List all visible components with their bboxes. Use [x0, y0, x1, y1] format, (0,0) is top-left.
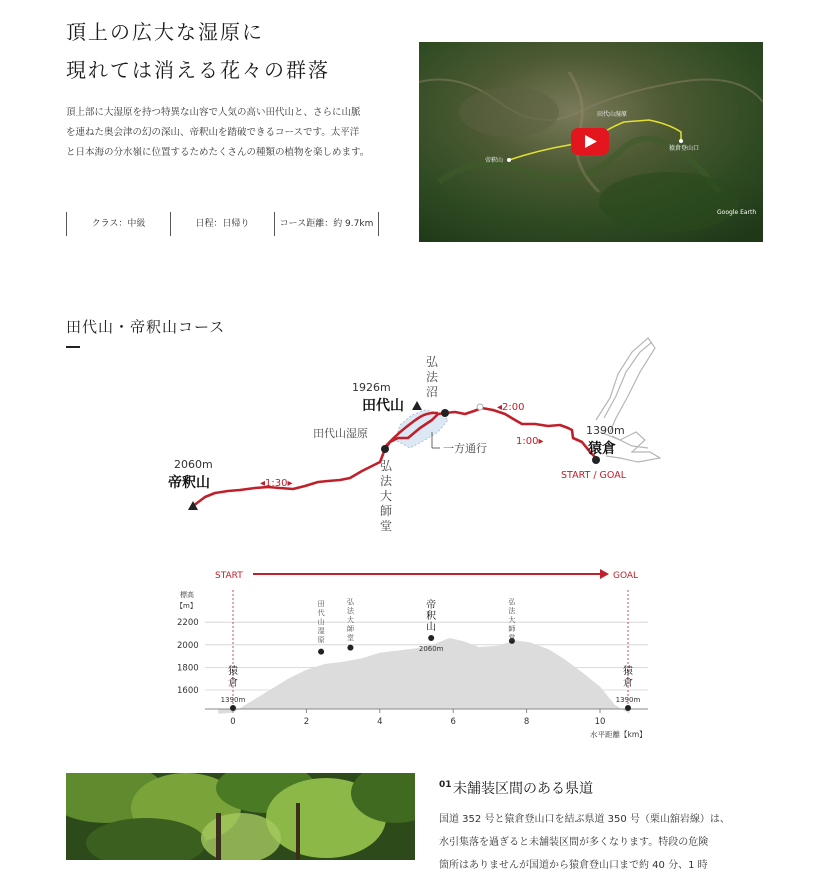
video-label-trailhead: 猿倉登山口 — [669, 145, 700, 152]
kobo-hall-char: 師 — [379, 504, 393, 518]
map-time-3: 1:00▸ — [516, 436, 544, 447]
x-tick-label: 6 — [450, 717, 456, 727]
x-tick-label: 8 — [523, 717, 530, 727]
profile-label-tashiro-marsh: 湿 — [317, 627, 325, 635]
tag-schedule: 日程：日帰り — [170, 212, 274, 236]
google-earth-credit: Google Earth — [717, 209, 757, 216]
marker-saru-left — [230, 705, 236, 711]
hut-icon — [477, 404, 483, 410]
map-taishaku-label: 帝釈山 — [168, 475, 210, 491]
video-label-taishaku: 帝釈山 — [485, 157, 504, 164]
hero-intro — [66, 103, 396, 163]
map-saru-elev: 1390m — [586, 424, 625, 437]
profile-label-saru-right: 倉 — [623, 678, 633, 689]
map-time-2: ◂2:00 — [497, 402, 525, 413]
profile-goal: GOAL — [613, 571, 639, 581]
route-line — [193, 408, 596, 506]
note-title: 未舗装区間のある県道 — [453, 781, 593, 797]
profile-label-kobo-1: 大 — [346, 616, 354, 624]
map-tashiro-elev: 1926m — [352, 381, 391, 394]
profile-y-label-1: 標高 — [180, 591, 194, 599]
kobo-pond-char: 弘 — [425, 355, 439, 369]
tag-distance: コース距離：約 9.7km — [274, 212, 379, 236]
forest-road-photo — [66, 773, 415, 860]
note-body — [439, 808, 759, 877]
map-taishaku-elev: 2060m — [174, 458, 213, 471]
tag-class: クラス：中級 — [66, 212, 170, 236]
marker-tashiro-marsh — [318, 649, 324, 655]
profile-label-tashiro-marsh: 代 — [317, 609, 325, 617]
kobo-pond-marker — [441, 409, 449, 417]
course-section-title: 田代山・帝釈山コース — [66, 318, 226, 336]
x-tick-label: 2 — [303, 717, 310, 727]
intro-line: 頂上部に大湿原を持つ特異な山容で人気の高い田代山と、さらに山脈 — [66, 107, 361, 118]
intro-line: と日本海の分水嶺に位置するためたくさんの種類の植物を楽しめます。 — [66, 147, 370, 158]
hero-title-line2: 現れては消える花々の群落 — [66, 58, 330, 82]
saru-marker — [592, 456, 600, 464]
y-tick-label: 2200 — [177, 618, 199, 629]
course-video[interactable] — [419, 42, 763, 242]
profile-label-kobo-2: 法 — [508, 607, 516, 615]
map-time-1: ◂1:30▸ — [260, 478, 293, 489]
elevation-profile — [0, 560, 830, 750]
profile-label-tashiro-marsh: 原 — [317, 636, 325, 644]
profile-label-saru-right: 猿 — [623, 666, 633, 677]
note-number: 01 — [439, 780, 452, 790]
note-line: 水引集落を過ぎると未舗装区間が多くなります。特段の危険 — [439, 837, 709, 848]
kobo-hall-char: 弘 — [379, 459, 393, 473]
map-kobo-pond-label — [426, 355, 439, 399]
profile-label-kobo-1: 師 — [346, 625, 354, 633]
profile-label-kobo-2: 弘 — [508, 598, 516, 606]
profile-x-ticks — [230, 709, 605, 727]
y-tick-label: 1800 — [177, 663, 199, 674]
profile-label-kobo-2: 大 — [508, 616, 516, 624]
course-map — [0, 330, 830, 540]
kobo-pond-char: 沼 — [425, 385, 439, 399]
profile-label-kobo-2: 師 — [508, 625, 516, 633]
x-tick-label: 4 — [377, 717, 383, 727]
map-one-way-label: 一方通行 — [443, 442, 487, 455]
profile-label-saru-left: 猿 — [228, 666, 238, 677]
youtube-play-icon[interactable] — [571, 128, 609, 155]
y-tick-label: 2000 — [177, 640, 199, 651]
profile-saru-left-elev: 1390m — [220, 696, 246, 704]
map-marsh-label: 田代山湿原 — [313, 427, 368, 440]
profile-y-ticks — [177, 618, 199, 696]
map-kobo-hall-label — [380, 459, 393, 533]
profile-label-taishaku: 山 — [426, 622, 437, 633]
note-line: 箇所はありませんが国道から猿倉登山口まで約 40 分、1 時 — [439, 860, 708, 871]
profile-saru-right-elev: 1390m — [615, 696, 641, 704]
note-line: 国道 352 号と猿倉登山口を結ぶ県道 350 号（栗山舘岩線）は、 — [439, 814, 730, 825]
marker-kobo-1 — [347, 645, 353, 651]
kobo-hall-char: 堂 — [379, 519, 393, 533]
profile-label-tashiro-marsh: 山 — [317, 618, 325, 626]
profile-label-kobo-1: 法 — [346, 607, 354, 615]
profile-label-taishaku: 帝 — [426, 600, 437, 611]
profile-start: START — [215, 571, 243, 581]
profile-label-kobo-1: 弘 — [346, 598, 354, 606]
profile-label-saru-left: 倉 — [228, 678, 238, 689]
kobo-pond-char: 法 — [425, 370, 439, 384]
profile-y-label-2: 【m】 — [176, 602, 197, 610]
kobo-hall-char: 大 — [379, 489, 393, 503]
intro-line: を連ねた奥会津の幻の深山、帝釈山を踏破できるコースです。太平洋 — [66, 127, 360, 138]
profile-label-kobo-1: 堂 — [346, 634, 354, 642]
map-start-goal: START / GOAL — [561, 470, 627, 481]
course-tags — [66, 211, 379, 237]
hero-title-line1: 頂上の広大な湿原に — [66, 20, 264, 44]
marker-saru-right — [625, 705, 631, 711]
marker-taishaku — [428, 635, 434, 641]
map-saru-label: 猿倉 — [588, 441, 616, 457]
profile-label-kobo-2: 堂 — [508, 634, 516, 642]
profile-label-taishaku: 釈 — [426, 611, 437, 622]
video-label-tashiro: 田代山湿原 — [597, 111, 628, 118]
kobo-hall-char: 法 — [379, 474, 393, 488]
tashiro-summit-icon — [412, 401, 422, 410]
kobo-hall-marker — [381, 445, 389, 453]
arrow-head-icon — [600, 569, 609, 579]
x-tick-label: 0 — [230, 717, 236, 727]
profile-x-label: 水平距離【km】 — [590, 730, 647, 739]
map-tashiro-label: 田代山 — [362, 398, 404, 414]
profile-taishaku-elev: 2060m — [418, 645, 444, 654]
x-tick-label: 10 — [594, 717, 606, 727]
y-tick-label: 1600 — [177, 686, 199, 696]
video-thumbnail — [419, 42, 763, 242]
profile-label-tashiro-marsh: 田 — [317, 600, 325, 608]
